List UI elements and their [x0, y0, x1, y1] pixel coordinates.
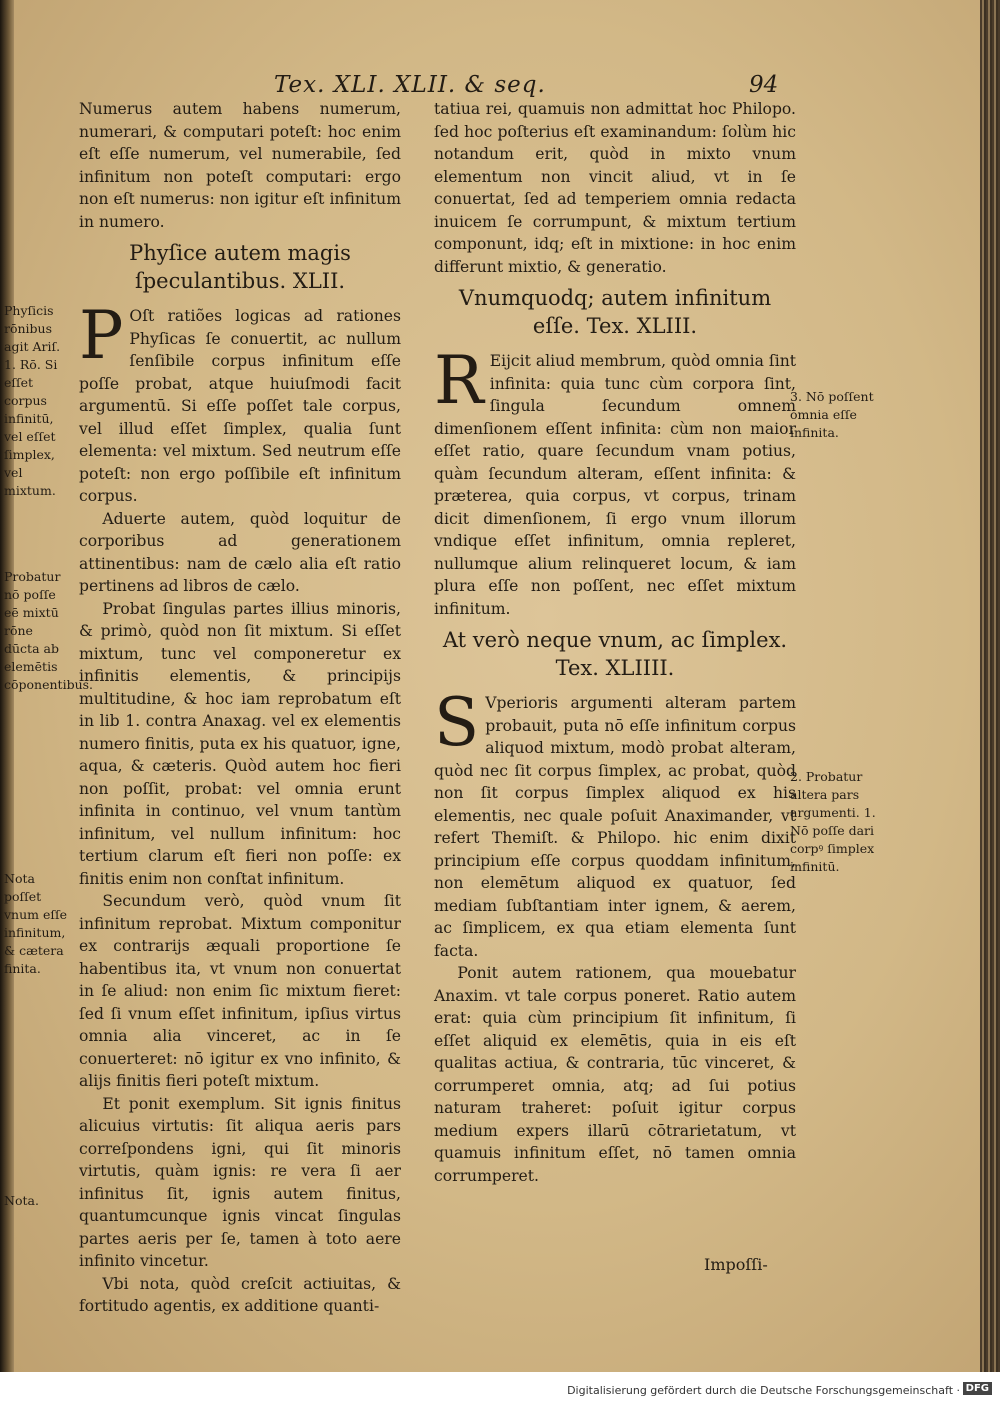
- margin-note: Phyſicis rōnibus agit Ariſ. 1. Rō. Si eſſet corpus infinitū, vel eſſet ſimplex, vel mixtum.: [4, 303, 61, 498]
- left-paragraph-1: [79, 297, 401, 508]
- right-paragraph-3: Ponit autem rationem, qua mouebatur Anaxim. vt tale corpus poneret. Ratio autem erat: quia cùm principium ſit infinitum, ſi eſſet aliquid ex elemētis, quia in eis eſt qualitas actiua, & contraria, tūc vinceret, & corrumperet omnia, atq; ad ſui potius naturam traheret: poſuit igitur corpus medium expers illarū cōtrarietatum, vt quamuis infinitum eſſet, nō tamen omnia corrumperet.: [434, 964, 796, 1185]
- left-paragraph-continued: Numerus autem habens numerum, numerari, & computari poteſt: hoc enim eſt eſſe numerum, vel numerabile, ſed infinitum non poteſt computari: ergo non eſt numerus: non igitur eſt infinitum in numero.: [79, 100, 401, 231]
- funding-credit: Digitalisierung gefördert durch die Deutsche Forschungsgemeinschaft ·: [567, 1384, 960, 1397]
- book-page: [4, 0, 980, 1372]
- margin-note: 3. Nō poſſent omnia eſſe infinita.: [790, 389, 874, 440]
- section-heading-xliiii: At verò neque vnum, ac ſimplex. Tex. XLIIII.: [442, 628, 788, 680]
- catchword: Impoſſi-: [704, 1255, 768, 1274]
- drop-cap-p: P: [79, 297, 124, 374]
- left-paragraph-2: Aduerte autem, quòd loquitur de corporibus ad generationem attinentibus: nam de cælo alia eſt ratio pertinens ad libros de cælo.: [79, 509, 401, 595]
- left-paragraph-1-text: Oſt ratiões logicas ad rationes Phyſicas ſe conuertit, ac nullum ſenſibile corpus infinitum eſſe poſſe probat, atque huiuſmodi facit argumentū. Si eſſe poſſet tale corpus, vel illud eſſet ſimplex, qualia ſunt elementa: vel mixtum. Sed neutrum eſſe poteſt: non ergo poſſibile eſt infinitum corpus.: [79, 307, 401, 505]
- left-paragraph-6: Vbi nota, quòd creſcit actiuitas, & fortitudo agentis, ex additione quanti-: [79, 1274, 401, 1315]
- right-column: [434, 98, 796, 1187]
- margin-note: Nota poſſet vnum eſſe infinitum, & cætera finita.: [4, 871, 68, 976]
- drop-cap-r: R: [434, 342, 484, 419]
- left-paragraph-5: Et ponit exemplum. Sit ignis finitus alicuius virtutis: ſit aliqua aeris pars correſpondens igni, qui ſit minoris virtutis, quàm ignis: re vera ſi aer infinitus ſit, ignis autem finitus, quantumcunque ignis vincat ſingulas partes aeris per ſe, tamen à toto aere infinito vincetur.: [79, 1094, 401, 1270]
- section-heading-xliii: Vnumquodq; autem infinitum eſſe. Tex. XLIII.: [458, 286, 772, 338]
- margin-note: Probatur nō poſſe eē mixtū rōne dūcta ab elemētis cōponentibus.: [4, 569, 94, 692]
- margin-note: Nota.: [4, 1193, 39, 1208]
- footer-bar: [0, 1372, 1000, 1407]
- running-head: Tex. XLI. XLII. & seq.: [274, 72, 546, 98]
- margin-note: 2. Probatur altera pars argumenti. 1. Nō poſſe dari corpꝰ ſimplex infinitū.: [790, 769, 876, 874]
- drop-cap-s: S: [434, 684, 480, 761]
- right-paragraph-continued: tatiua rei, quamuis non admittat hoc Philopo. ſed hoc poſterius eſt examinandum: ſolùm hic notandum erit, quòd in mixto vnum elementum non vincit aliud, vt in ſe conuertat, ſed ad temperiem omnia redacta inuicem ſe corrumpunt, & mixtum tertium componunt, idq; eſt in mixtione: in hoc enim differunt mixtio, & generatio.: [434, 100, 796, 276]
- right-paragraph-1: [434, 342, 796, 620]
- left-column: [79, 98, 401, 1318]
- page-number: 94: [749, 72, 779, 98]
- left-paragraph-4: Secundum verò, quòd vnum ſit infinitum reprobat. Mixtum componitur ex contrarijs æquali proportione ſe habentibus ita, vt vnum non conuertat in ſe aliud: non enim ſic mixtum fieret: ſed ſi vnum eſſet infinitum, ipſius virtus omnia alia vinceret, ac in ſe conuerteret: nō igitur ex vno infinito, & alijs finitis fieri poteſt mixtum.: [79, 892, 401, 1090]
- right-paragraph-1-text: Eijcit aliud membrum, quòd omnia ſint infinita: quia tunc cùm corpora ſint, ſingula ſecundum omnem dimenſionem eſſent infinita: cùm non maior eſſet ratio, quare ſecundum vnam potius, quàm ſecundum alteram, eſſent infinita: & præterea, quia corpus, vt corpus, trinam dicit dimenſionem, ſi ergo vnum illorum vndique eſſet infinitum, omnia repleret, nullumque alium relinqueret locum, & iam plura eſſe non poſſent, nec eſſet mixtum infinitum.: [434, 352, 796, 618]
- left-paragraph-3: Probat ſingulas partes illius minoris, & primò, quòd non ſit mixtum. Si eſſet mixtum, tunc vel componeretur ex infinitis elementis, & principijs multitudine, & hoc iam reprobatum eſt in lib 1. contra Anaxag. vel ex elementis numero finitis, puta ex his quatuor, igne, aqua, & cæteris. Quòd autem hoc fieri non poſſit, probat: vel omnia erunt infinita in continuo, vel vnum tantùm infinitum, vel nullum infinitum: hoc tertium clarum eſt fieri non poſſe: ex finitis enim non conſtat infinitum.: [79, 599, 401, 888]
- dfg-logo-icon: DFG: [963, 1382, 992, 1395]
- page-edge: [980, 0, 1000, 1372]
- right-paragraph-2-text: Vperioris argumenti alteram partem probauit, puta nō eſſe infinitum corpus aliquod mixtum, modò probat alteram, quòd nec ſit corpus ſimplex, ac probat, quòd non ſit corpus ſimplex aliquod ex his elementis, nec quale poſuit Anaximander, vt refert Themiſt. & Philopo. hic enim dixit principium eſſe corpus quoddam infinitum, non elemētum aliquod ex quatuor, ſed mediam ſubſtantiam inter ignem, & aerem, ac ſimplicem, ex qua etiam elementa ſunt facta.: [434, 694, 796, 960]
- right-paragraph-2: [434, 684, 796, 962]
- section-heading-xlii: Phyſice autem magis ſpeculantibus. XLII.: [129, 241, 351, 293]
